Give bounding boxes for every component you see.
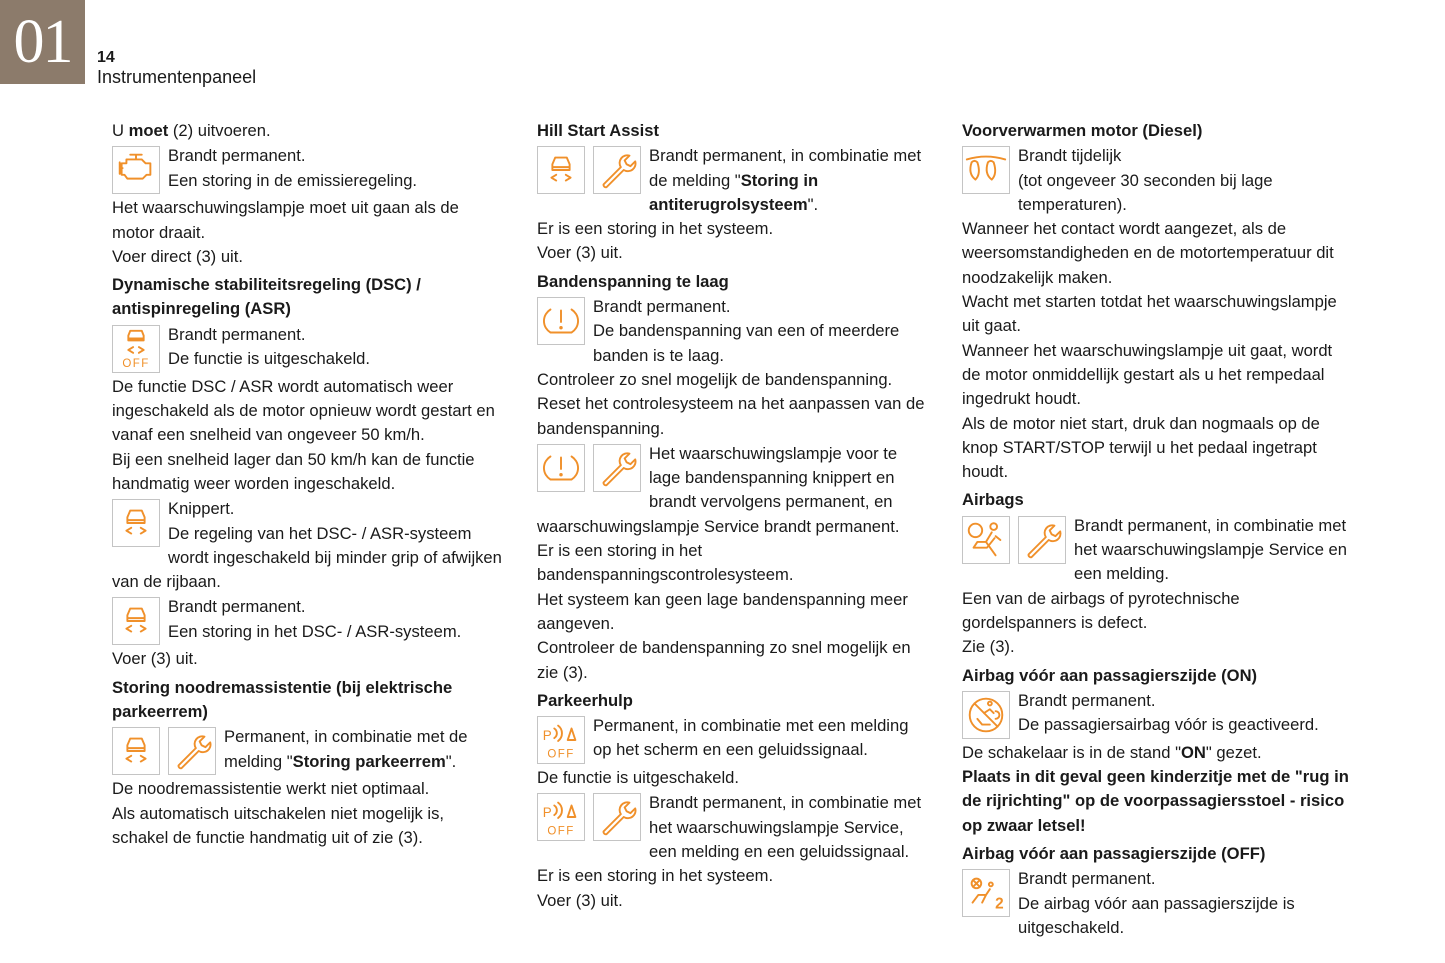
lamp-description xyxy=(962,867,1354,940)
paragraph xyxy=(962,339,1354,412)
paragraph xyxy=(112,448,504,497)
warning-lamp-entry xyxy=(537,442,929,539)
paragraph xyxy=(112,119,504,143)
text-run: Het waarschuwingslampje moet uit gaan als de motor draait. xyxy=(112,198,459,242)
wrench-icon xyxy=(168,727,216,775)
column-middle xyxy=(537,119,929,913)
text-run: Parkeerhulp xyxy=(537,690,633,710)
bold-text: ON xyxy=(1180,742,1206,762)
dsc-icon xyxy=(537,146,585,194)
text-run: Airbag vóór aan passagierszijde (OFF) xyxy=(962,844,1266,864)
paragraph xyxy=(112,375,504,448)
text-run: Brandt permanent. Een storing in het DSC- / ASR-systeem. xyxy=(168,597,462,641)
paragraph xyxy=(112,647,504,671)
text-run: De noodremassistentie werkt niet optimaal. xyxy=(112,779,430,799)
section-heading xyxy=(112,273,504,322)
warning-lamp-entry xyxy=(962,144,1354,217)
section-heading xyxy=(962,119,1354,143)
text-run: ". xyxy=(807,194,819,214)
section-heading xyxy=(962,488,1354,512)
text-run: Het waarschuwingslampje voor te lage bandenspanning knippert en brandt vervolgens permanent, en waarschuwingslampje Service brandt permanent. xyxy=(537,443,900,536)
svg-text:OFF: OFF xyxy=(547,825,575,838)
section-heading xyxy=(962,664,1354,688)
warning-lamp-entry xyxy=(962,689,1354,741)
text-run: Er is een storing in het systeem. xyxy=(537,866,774,886)
text-run: Brandt permanent. De bandenspanning van een of meerdere banden is te laag. xyxy=(593,297,900,365)
dsc-off-icon xyxy=(112,325,160,373)
paragraph xyxy=(112,802,504,851)
text-run: Hill Start Assist xyxy=(537,121,660,140)
paragraph xyxy=(537,864,929,888)
text-run: Bandenspanning te laag xyxy=(537,271,729,291)
wrench-icon xyxy=(593,444,641,492)
svg-text:P: P xyxy=(542,805,552,821)
paragraph xyxy=(962,217,1354,290)
lamp-description xyxy=(112,497,504,594)
paragraph xyxy=(537,539,929,588)
text-run: Reset het controlesysteem na het aanpassen van de bandenspanning. xyxy=(537,394,925,438)
warning-lamp-entry xyxy=(112,323,504,375)
preheat-icon xyxy=(962,146,1010,194)
paragraph xyxy=(537,636,929,685)
text-run: ". xyxy=(445,751,457,771)
warning-lamp-entry xyxy=(537,144,929,217)
svg-text:OFF: OFF xyxy=(547,748,575,761)
text-run: De functie is uitgeschakeld. xyxy=(537,768,740,788)
text-run: Er is een storing in het bandenspanningscontrolesysteem. xyxy=(537,541,794,585)
park-assist-off-icon xyxy=(537,716,585,764)
text-run: Voer direct (3) uit. xyxy=(112,246,243,266)
paragraph xyxy=(962,741,1354,765)
wrench-icon xyxy=(593,146,641,194)
section-heading xyxy=(537,270,929,294)
paragraph xyxy=(962,635,1354,659)
warning-lamp-entry xyxy=(962,867,1354,940)
page-number: 14 xyxy=(97,49,115,66)
bold-text: Storing in antiterugrolsysteem xyxy=(649,170,819,214)
text-run: Voer (3) uit. xyxy=(537,890,623,910)
warning-lamp-entry xyxy=(537,791,929,864)
text-run: Het systeem kan geen lage bandenspanning meer aangeven. xyxy=(537,589,908,633)
text-run: Controleer de bandenspanning zo snel mogelijk en zie (3). xyxy=(537,638,911,682)
paragraph xyxy=(112,196,504,245)
lamp-description xyxy=(537,295,929,368)
column-left xyxy=(112,119,504,850)
text-run: Voer (3) uit. xyxy=(112,649,198,669)
wrench-icon xyxy=(1018,516,1066,564)
text-run: Brandt permanent, in combinatie met het waarschuwingslampje Service, een melding en een geluidssignaal. xyxy=(649,793,922,862)
text-run: Dynamische stabiliteitsregeling (DSC) / antispinregeling (ASR) xyxy=(112,275,421,319)
text-run: Wacht met starten totdat het waarschuwingslampje uit gaat. xyxy=(962,292,1337,336)
paragraph xyxy=(962,412,1354,485)
warning-lamp-entry xyxy=(537,295,929,368)
text-run: Een van de airbags of pyrotechnische gordelspanners is defect. xyxy=(962,588,1240,632)
text-run: Brandt permanent, in combinatie met het waarschuwingslampje Service en een melding. xyxy=(1074,515,1348,584)
svg-text:OFF: OFF xyxy=(122,357,150,370)
text-run: Als de motor niet start, druk dan nogmaals op de knop START/STOP terwijl u het pedaal ingetrapt houdt. xyxy=(962,413,1320,482)
text-run: (2) uitvoeren. xyxy=(168,121,271,140)
text-run: Zie (3). xyxy=(962,637,1015,657)
lamp-description xyxy=(537,714,929,763)
paragraph xyxy=(537,889,929,913)
warning-lamp-entry xyxy=(112,725,504,777)
passenger-airbag-on-icon xyxy=(962,691,1010,739)
paragraph xyxy=(962,765,1354,838)
park-assist-off-icon xyxy=(537,793,585,841)
text-run: Brandt tijdelijk (tot ongeveer 30 seconden bij lage temperaturen). xyxy=(1018,146,1273,214)
dsc-icon xyxy=(112,727,160,775)
warning-lamp-entry xyxy=(112,497,504,594)
paragraph xyxy=(112,777,504,801)
text-run: Airbag vóór aan passagierszijde (ON) xyxy=(962,665,1258,685)
bold-text: moet xyxy=(128,121,169,140)
text-run: Permanent, in combinatie met de melding " xyxy=(224,727,468,771)
text-run: Er is een storing in het systeem. xyxy=(537,219,774,239)
paragraph xyxy=(112,245,504,269)
warning-lamp-entry xyxy=(112,595,504,647)
svg-text:P: P xyxy=(542,728,552,744)
text-run: Voer (3) uit. xyxy=(537,243,623,263)
chapter-number: 01 xyxy=(0,0,85,84)
lamp-description xyxy=(112,323,504,372)
paragraph xyxy=(962,587,1354,636)
text-run: De functie DSC / ASR wordt automatisch weer ingeschakeld als de motor opnieuw wordt gestart en vanaf een snelheid van ongeveer 50 km/h. xyxy=(112,376,495,445)
lamp-description xyxy=(112,595,504,644)
text-run: " gezet. xyxy=(1205,742,1262,762)
paragraph xyxy=(537,588,929,637)
column-right xyxy=(962,119,1354,940)
section-heading xyxy=(962,842,1354,866)
warning-lamp-entry xyxy=(962,514,1354,587)
text-run: Brandt permanent. De passagiersairbag vóór is geactiveerd. xyxy=(1018,690,1319,735)
text-run: Airbags xyxy=(962,490,1024,510)
lamp-description xyxy=(112,144,504,193)
text-run: Wanneer het waarschuwingslampje uit gaat, wordt de motor onmiddellijk gestart als u het rempedaal ingedrukt houdt. xyxy=(962,340,1333,409)
text-run: Storing noodremassistentie (bij elektrische parkeerrem) xyxy=(112,677,453,722)
text-run: Bij een snelheid lager dan 50 km/h kan de functie handmatig weer worden ingeschakeld. xyxy=(112,449,475,493)
tyre-pressure-icon xyxy=(537,444,585,492)
text-run: Brandt permanent. De airbag vóór aan passagierszijde is uitgeschakeld. xyxy=(1018,869,1295,937)
section-heading xyxy=(537,689,929,713)
section-heading xyxy=(112,676,504,725)
lamp-description xyxy=(962,689,1354,738)
paragraph xyxy=(537,217,929,241)
bold-text: Plaats in dit geval geen kinderzitje met de "rug in de rijrichting" op de voorpassagiersstoel - risico op zwaar letsel! xyxy=(962,767,1349,835)
airbag-icon xyxy=(962,516,1010,564)
text-run: Wanneer het contact wordt aangezet, als de weersomstandigheden en de motortemperatuur dit noodzakelijk maken. xyxy=(962,219,1334,287)
bold-text: Storing parkeerrem xyxy=(292,751,446,771)
text-run: Voorverwarmen motor (Diesel) xyxy=(962,121,1203,140)
dsc-icon xyxy=(112,499,160,547)
text-run: U xyxy=(112,121,129,140)
text-run: Brandt permanent. Een storing in de emissieregeling. xyxy=(168,146,418,190)
text-run: Als automatisch uitschakelen niet mogelijk is, schakel de functie handmatig uit of zie (3). xyxy=(112,803,445,847)
text-run: Permanent, in combinatie met een melding op het scherm en een geluidssignaal. xyxy=(593,716,909,760)
paragraph xyxy=(962,290,1354,339)
warning-lamp-entry xyxy=(537,714,929,766)
lamp-description xyxy=(962,144,1354,217)
paragraph xyxy=(537,392,929,441)
dsc-icon xyxy=(112,597,160,645)
paragraph xyxy=(537,368,929,392)
paragraph xyxy=(537,241,929,265)
text-run: Knippert. De regeling van het DSC- / ASR-systeem wordt ingeschakeld bij minder grip of afwijken van de rijbaan. xyxy=(112,499,502,592)
section-heading xyxy=(537,119,929,143)
text-run: Controleer zo snel mogelijk de bandenspanning. xyxy=(537,369,893,389)
passenger-airbag-off-icon xyxy=(962,869,1010,917)
paragraph xyxy=(537,766,929,790)
svg-text:2: 2 xyxy=(995,895,1004,913)
warning-lamp-entry xyxy=(112,144,504,196)
text-run: Brandt permanent. De functie is uitgeschakeld. xyxy=(168,324,371,369)
engine-icon xyxy=(112,146,160,194)
text-run: Brandt permanent, in combinatie met de melding " xyxy=(649,146,922,190)
tyre-pressure-icon xyxy=(537,297,585,345)
text-run: De schakelaar is in de stand " xyxy=(962,742,1181,762)
wrench-icon xyxy=(593,793,641,841)
section-title: Instrumentenpaneel xyxy=(97,67,257,87)
